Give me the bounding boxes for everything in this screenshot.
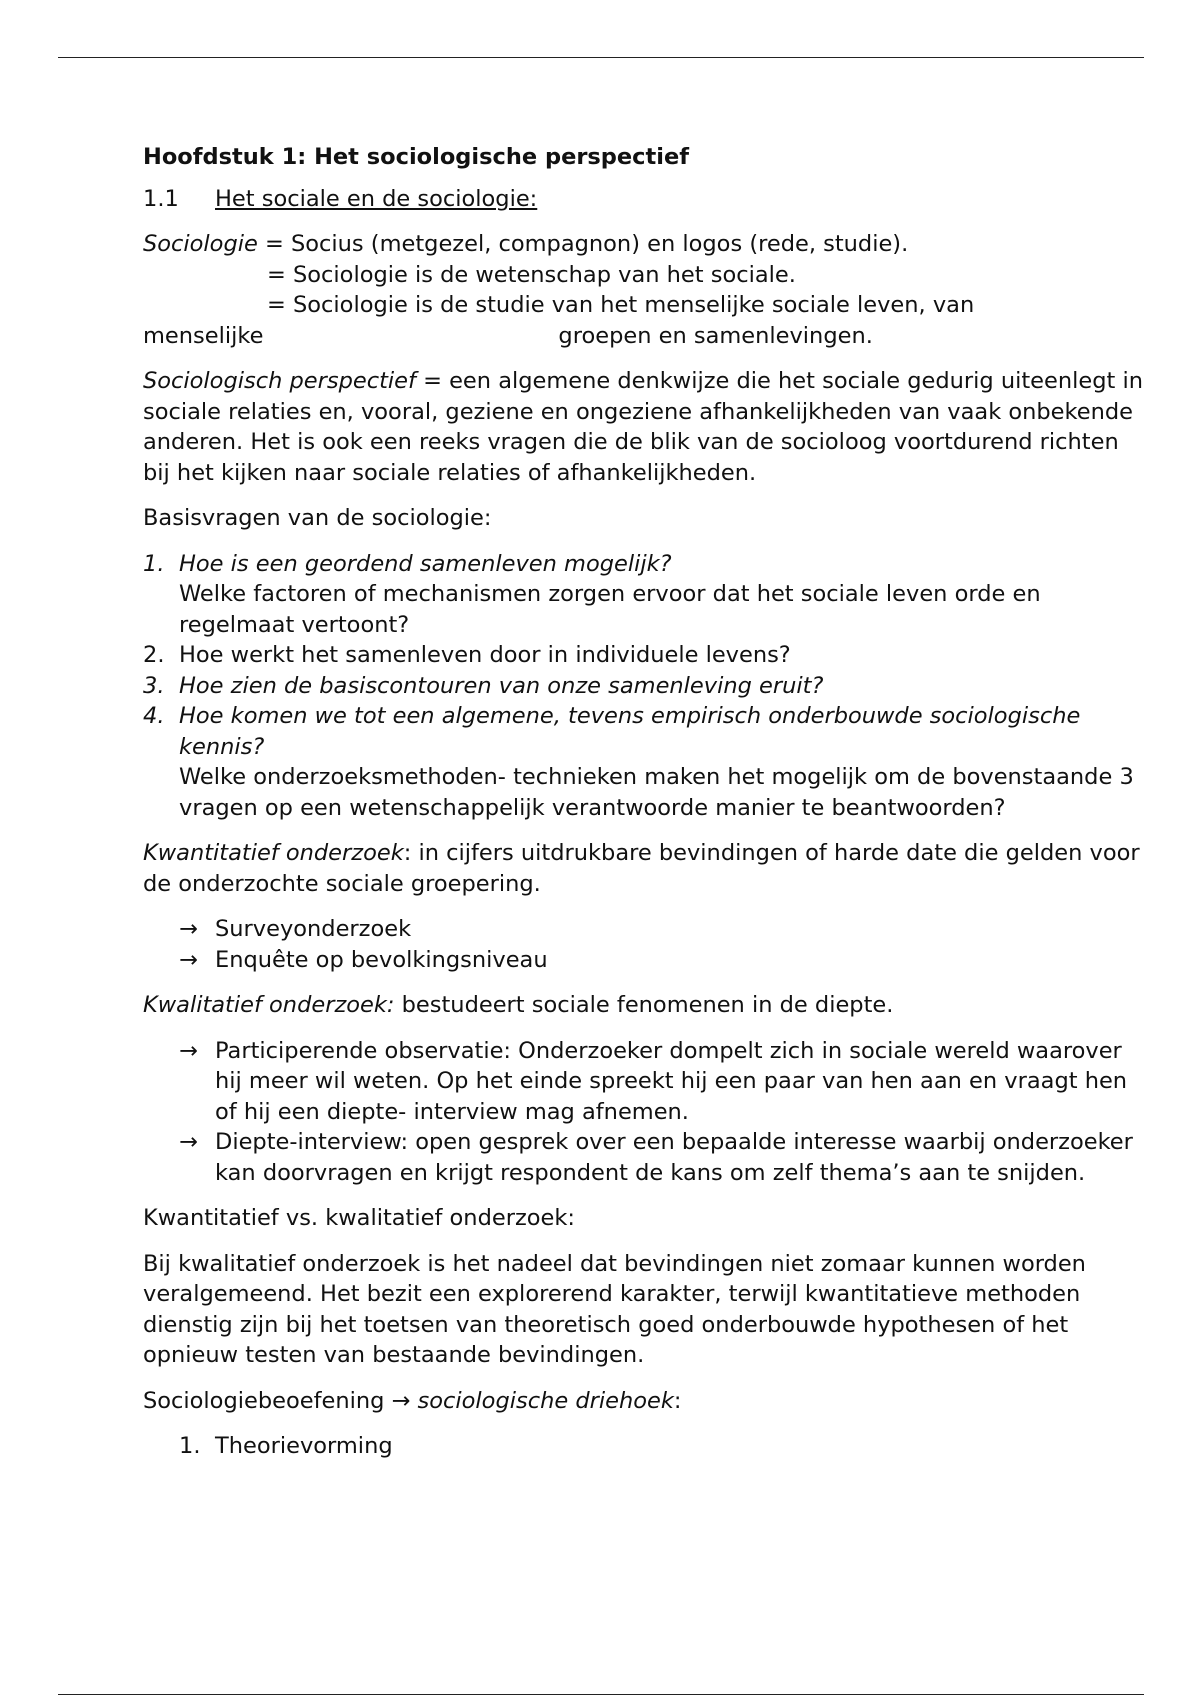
list-item — [179, 914, 1143, 945]
arrow-right-icon: → — [179, 946, 198, 973]
list-item — [143, 640, 1143, 671]
item-number: 3. — [143, 672, 165, 699]
bullet-text: Diepte-interview: open gesprek over een bepaalde interesse waarbij onderzoeker kan doorvragen en krijgt respondent de kans om zelf thema’s aan te snijden. — [215, 1129, 1133, 1186]
item-label: Theorievorming — [215, 1433, 393, 1459]
kwalitatief-text: bestudeert sociale fenomenen in de diepte. — [394, 992, 894, 1018]
term-sociologie: Sociologie — [143, 231, 258, 257]
section-number: 1.1 — [143, 185, 179, 212]
term-kwantitatief: Kwantitatief onderzoek — [143, 840, 404, 866]
item-number: 4. — [143, 703, 165, 729]
item-number: 1. — [143, 550, 165, 577]
kwantitatief-list — [179, 914, 1143, 975]
term-driehoek: sociologische driehoek — [410, 1387, 674, 1414]
chapter-title: Hoofdstuk 1: Het sociologische perspectief — [143, 144, 690, 170]
question-text: Hoe werkt het samenleven door in individuele levens? — [179, 642, 791, 668]
document-body — [143, 142, 1143, 1462]
question-text: Hoe is een geordend samenleven mogelijk? — [179, 550, 672, 577]
arrow-right-icon: → — [179, 1037, 198, 1064]
list-item — [143, 549, 1143, 641]
bullet-text: Participerende observatie: Onderzoeker dompelt zich in sociale wereld waarover hij meer wil weten. Op het einde spreekt hij een paar van hen aan en vraagt hen of hij een diepte- interview mag afnemen. — [215, 1037, 1128, 1125]
section-title: Het sociale en de sociologie: — [215, 185, 538, 212]
term-perspectief: Sociologisch perspectief — [143, 368, 416, 394]
question-text: Hoe zien de basiscontouren van onze samenleving eruit? — [179, 672, 824, 699]
comparison-text: Bij kwalitatief onderzoek is het nadeel dat bevindingen niet zomaar kunnen worden veralgemeend. Het bezit een explorerend karakter, terwijl kwantitatieve methoden dienstig zijn bij het toetsen van theoretisch goed onderbouwde hypothesen of het opnieuw testen van bestaande bevindingen. — [143, 1250, 1086, 1368]
comparison-title: Kwantitatief vs. kwalitatief onderzoek: — [143, 1205, 575, 1231]
sociologiebeoefening-line — [143, 1386, 1143, 1417]
definition-sociologie — [143, 229, 1143, 351]
arrow-right-icon: → — [391, 1387, 411, 1414]
list-item — [179, 1036, 1143, 1128]
beoefening-prefix: Sociologiebeoefening — [143, 1387, 392, 1414]
list-item — [143, 701, 1143, 823]
perspectief-text: = een algemene denkwijze die het sociale gedurig uiteenlegt in sociale relaties en, vooral, geziene en ongeziene afhankelijkheden van vaak onbekende anderen. Het is ook een reeks vragen die de blik van de socioloog voortdurend richten bij het kijken naar sociale relaties of afhankelijkheden. — [143, 368, 1143, 486]
section-heading — [143, 184, 1143, 215]
bullet-text: Enquête op bevolkingsniveau — [215, 946, 548, 973]
arrow-right-icon: → — [179, 1129, 198, 1155]
item-number: 2. — [143, 642, 165, 668]
question-detail: Welke onderzoeksmethoden- technieken maken het mogelijk om de bovenstaande 3 vragen op een wetenschappelijk verantwoorde manier te beantwoorden? — [179, 764, 1134, 821]
definition-line-4b: groepen en samenlevingen. — [558, 322, 873, 349]
driehoek-list — [143, 1431, 1143, 1462]
kwalitatief-list — [179, 1036, 1143, 1189]
definition-perspectief — [143, 366, 1143, 488]
definition-kwantitatief — [143, 838, 1143, 899]
basisvragen-intro: Basisvragen van de sociologie: — [143, 505, 492, 531]
bullet-text: Surveyonderzoek — [215, 916, 412, 942]
footer-rule — [58, 1694, 1144, 1695]
definition-line-2: = Sociologie is de wetenschap van het sociale. — [267, 261, 796, 288]
list-item — [179, 1431, 1143, 1462]
question-text: Hoe komen we tot een algemene, tevens empirisch onderbouwde sociologische kennis? — [179, 703, 1081, 760]
question-detail: Welke factoren of mechanismen zorgen ervoor dat het sociale leven orde en regelmaat vertoont? — [179, 581, 1041, 638]
arrow-right-icon: → — [179, 916, 198, 942]
list-item — [143, 671, 1143, 702]
kwantitatief-text: : in cijfers uitdrukbare bevindingen of harde date die gelden voor de onderzochte sociale groepering. — [143, 840, 1140, 897]
definition-kwalitatief — [143, 990, 1143, 1021]
header-rule — [58, 57, 1144, 58]
item-number: 1. — [179, 1433, 201, 1459]
term-kwalitatief: Kwalitatief onderzoek: — [143, 992, 395, 1018]
definition-line-3: = Sociologie is de studie van het menselijke sociale leven, van — [267, 292, 975, 318]
definition-line-4a: menselijke — [143, 322, 264, 349]
list-item — [179, 1127, 1143, 1188]
basisvragen-list — [143, 549, 1143, 824]
beoefening-suffix: : — [673, 1387, 682, 1414]
definition-line-1: = Socius (metgezel, compagnon) en logos (rede, studie). — [257, 231, 909, 257]
list-item — [179, 945, 1143, 976]
